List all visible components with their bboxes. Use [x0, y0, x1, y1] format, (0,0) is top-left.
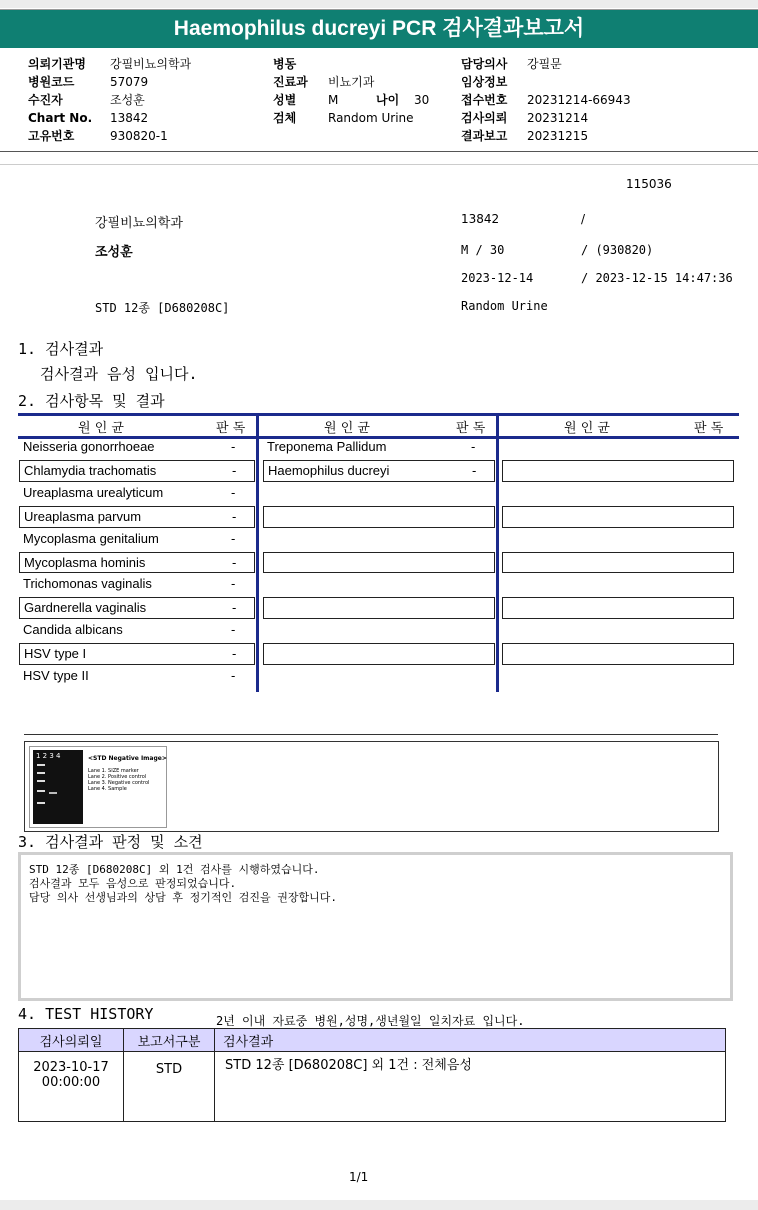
opinion-line-2: 검사결과 모두 음성으로 판정되었습니다. — [29, 877, 237, 890]
list-item — [19, 643, 255, 665]
gel-lane-numbers: 1 2 3 4 — [36, 752, 61, 760]
col1-organism-name: Gardnerella vaginalis — [24, 600, 147, 616]
section3-title: 3. 검사결과 판정 및 소견 — [18, 833, 203, 851]
value-chart-no: 13842 — [110, 111, 149, 125]
table-row — [19, 1052, 726, 1122]
label-hospital-code: 병원코드 — [28, 75, 75, 89]
col1-result-value: - — [231, 530, 236, 546]
section1-title: 1. 검사결과 — [18, 340, 104, 358]
label-sex: 성별 — [273, 93, 297, 107]
col-judge-1: 판 독 — [216, 421, 246, 436]
header-divider — [0, 151, 758, 152]
col1-result-value: - — [231, 439, 236, 454]
history-col-type: 보고서구분 — [124, 1029, 215, 1052]
col1-organism-name: Chlamydia trachomatis — [24, 462, 157, 478]
gel-photo — [33, 750, 83, 824]
col1-organism-name: Trichomonas vaginalis — [23, 576, 152, 592]
page-number: 1/1 — [349, 1170, 369, 1184]
header-col1 — [28, 55, 191, 145]
info-name: 조성훈 — [95, 245, 133, 260]
list-item — [19, 552, 255, 574]
opinion-text — [29, 863, 337, 905]
opinion-line-1: STD 12종 [D680208C] 외 1건 검사를 시행하였습니다. — [29, 863, 320, 876]
col1-result-value: - — [232, 462, 237, 478]
history-col-date: 검사의뢰일 — [19, 1029, 124, 1052]
gel-legend-1: Lane 1. SIZE marker — [88, 768, 139, 774]
report-title: Haemophilus ducreyi PCR 검사결과보고서 — [0, 9, 758, 48]
opinion-box — [18, 852, 733, 1001]
info-hospital: 강필비뇨의학과 — [95, 216, 183, 231]
bottom-strip — [0, 1200, 758, 1210]
gel-legend-3: Lane 3. Negative control — [88, 780, 150, 786]
col1-result-value: - — [232, 646, 237, 662]
list-item — [19, 460, 255, 482]
list-item — [19, 666, 255, 688]
col-judge-3: 판 독 — [694, 421, 724, 436]
empty-result-box — [502, 643, 734, 665]
gel-top-line — [24, 734, 718, 735]
info-date-request: 2023-12-14 — [461, 271, 534, 285]
empty-result-box — [502, 506, 734, 528]
label-ward: 병동 — [273, 57, 297, 71]
col2-result-value: - — [471, 439, 476, 454]
gel-legend — [88, 768, 149, 792]
top-strip — [0, 0, 758, 8]
header-col3 — [461, 55, 631, 145]
history-date-cell — [19, 1052, 124, 1122]
list-item — [19, 437, 255, 459]
col1-result-value: - — [231, 484, 236, 500]
list-item — [19, 529, 255, 551]
label-chart-no: Chart No. — [28, 111, 93, 125]
gel-panel — [24, 741, 719, 832]
section1-text: 검사결과 음성 입니다. — [40, 365, 198, 383]
info-chart: 13842 — [461, 212, 500, 226]
gel-title: <STD Negative Image> — [88, 755, 167, 762]
list-item — [19, 574, 255, 596]
value-specimen: Random Urine — [328, 111, 414, 125]
col2-result-value: - — [472, 462, 477, 478]
gel-legend-2: Lane 2. Positive control — [88, 774, 147, 780]
value-institution: 강필비뇨의학과 — [110, 57, 192, 71]
header-divider-light — [0, 164, 758, 165]
label-specimen: 검체 — [273, 111, 297, 125]
label-request-date: 검사의뢰 — [461, 111, 508, 125]
empty-result-box — [263, 597, 495, 619]
list-item — [19, 506, 255, 528]
history-time: 00:00:00 — [41, 1075, 101, 1090]
info-specimen: Random Urine — [461, 299, 548, 313]
opinion-line-3: 담당 의사 선생님과의 상담 후 정기적인 검진을 권장합니다. — [29, 891, 338, 904]
col-judge-2: 판 독 — [456, 421, 486, 436]
info-birth: / (930820) — [581, 243, 654, 257]
label-report-date: 결과보고 — [461, 129, 508, 143]
history-table — [18, 1028, 726, 1122]
info-sex-age: M / 30 — [461, 243, 505, 257]
col1-result-value: - — [232, 508, 237, 524]
empty-result-box — [263, 506, 495, 528]
label-receipt-no: 접수번호 — [461, 93, 508, 107]
value-dept: 비뇨기과 — [328, 75, 375, 89]
history-date: 2023-10-17 — [33, 1060, 109, 1075]
list-item — [263, 437, 495, 459]
value-patient: 조성훈 — [110, 93, 145, 107]
info-date-report: / 2023-12-15 14:47:36 — [581, 271, 733, 285]
col1-organism-name: Candida albicans — [23, 622, 123, 638]
label-dept: 진료과 — [273, 75, 308, 89]
value-age: 30 — [414, 93, 430, 107]
empty-result-box — [263, 552, 495, 574]
value-doctor: 강필문 — [527, 57, 562, 71]
gel-image — [29, 746, 167, 828]
col1-organism-name: Mycoplasma hominis — [24, 554, 146, 570]
value-unique-no: 930820-1 — [110, 129, 168, 143]
empty-result-box — [263, 643, 495, 665]
empty-result-box — [502, 597, 734, 619]
col1-result-value: - — [231, 668, 236, 683]
info-test: STD 12종 [D680208C] — [95, 301, 230, 315]
value-request-date: 20231214 — [527, 111, 589, 125]
list-item — [19, 483, 255, 505]
value-report-date: 20231215 — [527, 129, 589, 143]
section4-title: 4. TEST HISTORY — [18, 1005, 154, 1023]
col1-result-value: - — [232, 554, 237, 570]
list-item — [263, 460, 495, 482]
col-organism-2: 원 인 균 — [324, 421, 370, 436]
col1-result-value: - — [231, 622, 236, 638]
col1-organism-name: Mycoplasma genitalium — [23, 530, 159, 546]
col-organism-3: 원 인 균 — [564, 421, 610, 436]
list-item — [19, 620, 255, 642]
col1-organism-name: Ureaplasma urealyticum — [23, 484, 164, 500]
history-type: STD — [124, 1052, 215, 1122]
empty-result-box — [502, 460, 734, 482]
value-receipt-no: 20231214-66943 — [527, 93, 631, 107]
gel-legend-4: Lane 4. Sample — [88, 786, 127, 792]
col1-organism-name: HSV type I — [24, 646, 87, 662]
col2-organism-name: Treponema Pallidum — [267, 439, 387, 454]
section2-title: 2. 검사항목 및 결과 — [18, 392, 165, 410]
value-sex: M — [328, 93, 339, 107]
list-item — [19, 597, 255, 619]
info-slash: / — [581, 212, 586, 226]
col1-organism-name: HSV type II — [23, 668, 89, 683]
label-age: 나이 — [376, 93, 400, 107]
grid-separator-1 — [256, 413, 259, 692]
label-unique-no: 고유번호 — [28, 129, 75, 143]
empty-result-box — [502, 552, 734, 574]
label-patient: 수진자 — [28, 93, 63, 107]
result-grid-header — [18, 413, 739, 439]
col1-organism-name: Ureaplasma parvum — [24, 508, 142, 524]
col1-result-value: - — [231, 576, 236, 592]
header-col2 — [273, 55, 429, 127]
label-institution: 의뢰기관명 — [28, 57, 86, 71]
value-hospital-code: 57079 — [110, 75, 149, 89]
label-doctor: 담당의사 — [461, 57, 508, 71]
history-result: STD 12종 [D680208C] 외 1건 : 전체음성 — [215, 1052, 726, 1122]
col1-organism-name: Neisseria gonorrhoeae — [23, 439, 155, 454]
col2-organism-name: Haemophilus ducreyi — [268, 462, 390, 478]
history-col-result: 검사결과 — [215, 1029, 726, 1052]
col-organism-1: 원 인 균 — [78, 421, 124, 436]
col1-result-value: - — [232, 600, 237, 616]
section4-note: 2년 이내 자료중 병원,성명,생년월일 일치자료 입니다. — [216, 1014, 525, 1028]
info-code: 115036 — [626, 177, 672, 191]
label-clinical-info: 임상정보 — [461, 75, 508, 89]
grid-separator-2 — [496, 413, 499, 692]
